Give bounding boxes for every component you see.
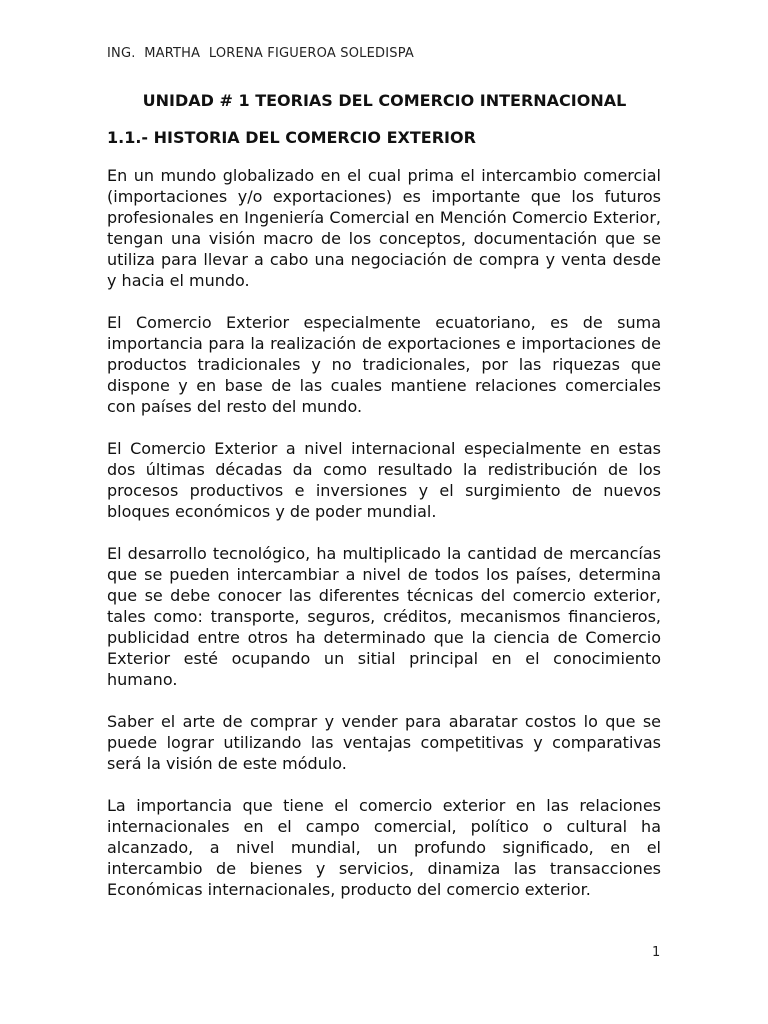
paragraph-5: Saber el arte de comprar y vender para abaratar costos lo que se puede lograr utilizando las ventajas competitivas y comparativas será la visión de este módulo.	[107, 712, 661, 773]
paragraph-2: El Comercio Exterior especialmente ecuatoriano, es de suma importancia para la realización de exportaciones e importaciones de productos tradicionales y no tradicionales, por las riquezas que dispone y en base de las cuales mantiene relaciones comerciales con países del resto del mundo.	[107, 313, 661, 416]
paragraph-3: El Comercio Exterior a nivel internacional especialmente en estas dos últimas décadas da como resultado la redistribución de los procesos productivos e inversiones y el surgimiento de nuevos bloques económicos y de poder mundial.	[107, 439, 661, 521]
paragraph-1: En un mundo globalizado en el cual prima el intercambio comercial (importaciones y/o exportaciones) es importante que los futuros profesionales en Ingeniería Comercial en Mención Comercio Exterior, tengan una visión macro de los conceptos, documentación que se utiliza para llevar a cabo una negociación de compra y venta desde y hacia el mundo.	[107, 166, 661, 290]
running-header: ING. MARTHA LORENA FIGUEROA SOLEDISPA	[107, 46, 415, 61]
unit-title: UNIDAD # 1 TEORIAS DEL COMERCIO INTERNACIONAL	[142, 91, 627, 110]
paragraph-6: La importancia que tiene el comercio exterior en las relaciones internacionales en el campo comercial, político o cultural ha alcanzado, a nivel mundial, un profundo significado, en el intercambio de bienes y servicios, dinamiza las transacciones Económicas internacionales, producto del comercio exterior.	[107, 796, 661, 899]
body-text	[107, 165, 661, 921]
page-number: 1	[652, 945, 661, 960]
paragraph-4: El desarrollo tecnológico, ha multiplicado la cantidad de mercancías que se pueden intercambiar a nivel de todos los países, determina que se debe conocer las diferentes técnicas del comercio exterior, tales como: transporte, seguros, créditos, mecanismos financieros, publicidad entre otros ha determinado que la ciencia de Comercio Exterior esté ocupando un sitial principal en el conocimiento humano.	[107, 544, 661, 689]
section-heading: 1.1.- HISTORIA DEL COMERCIO EXTERIOR	[107, 128, 476, 147]
